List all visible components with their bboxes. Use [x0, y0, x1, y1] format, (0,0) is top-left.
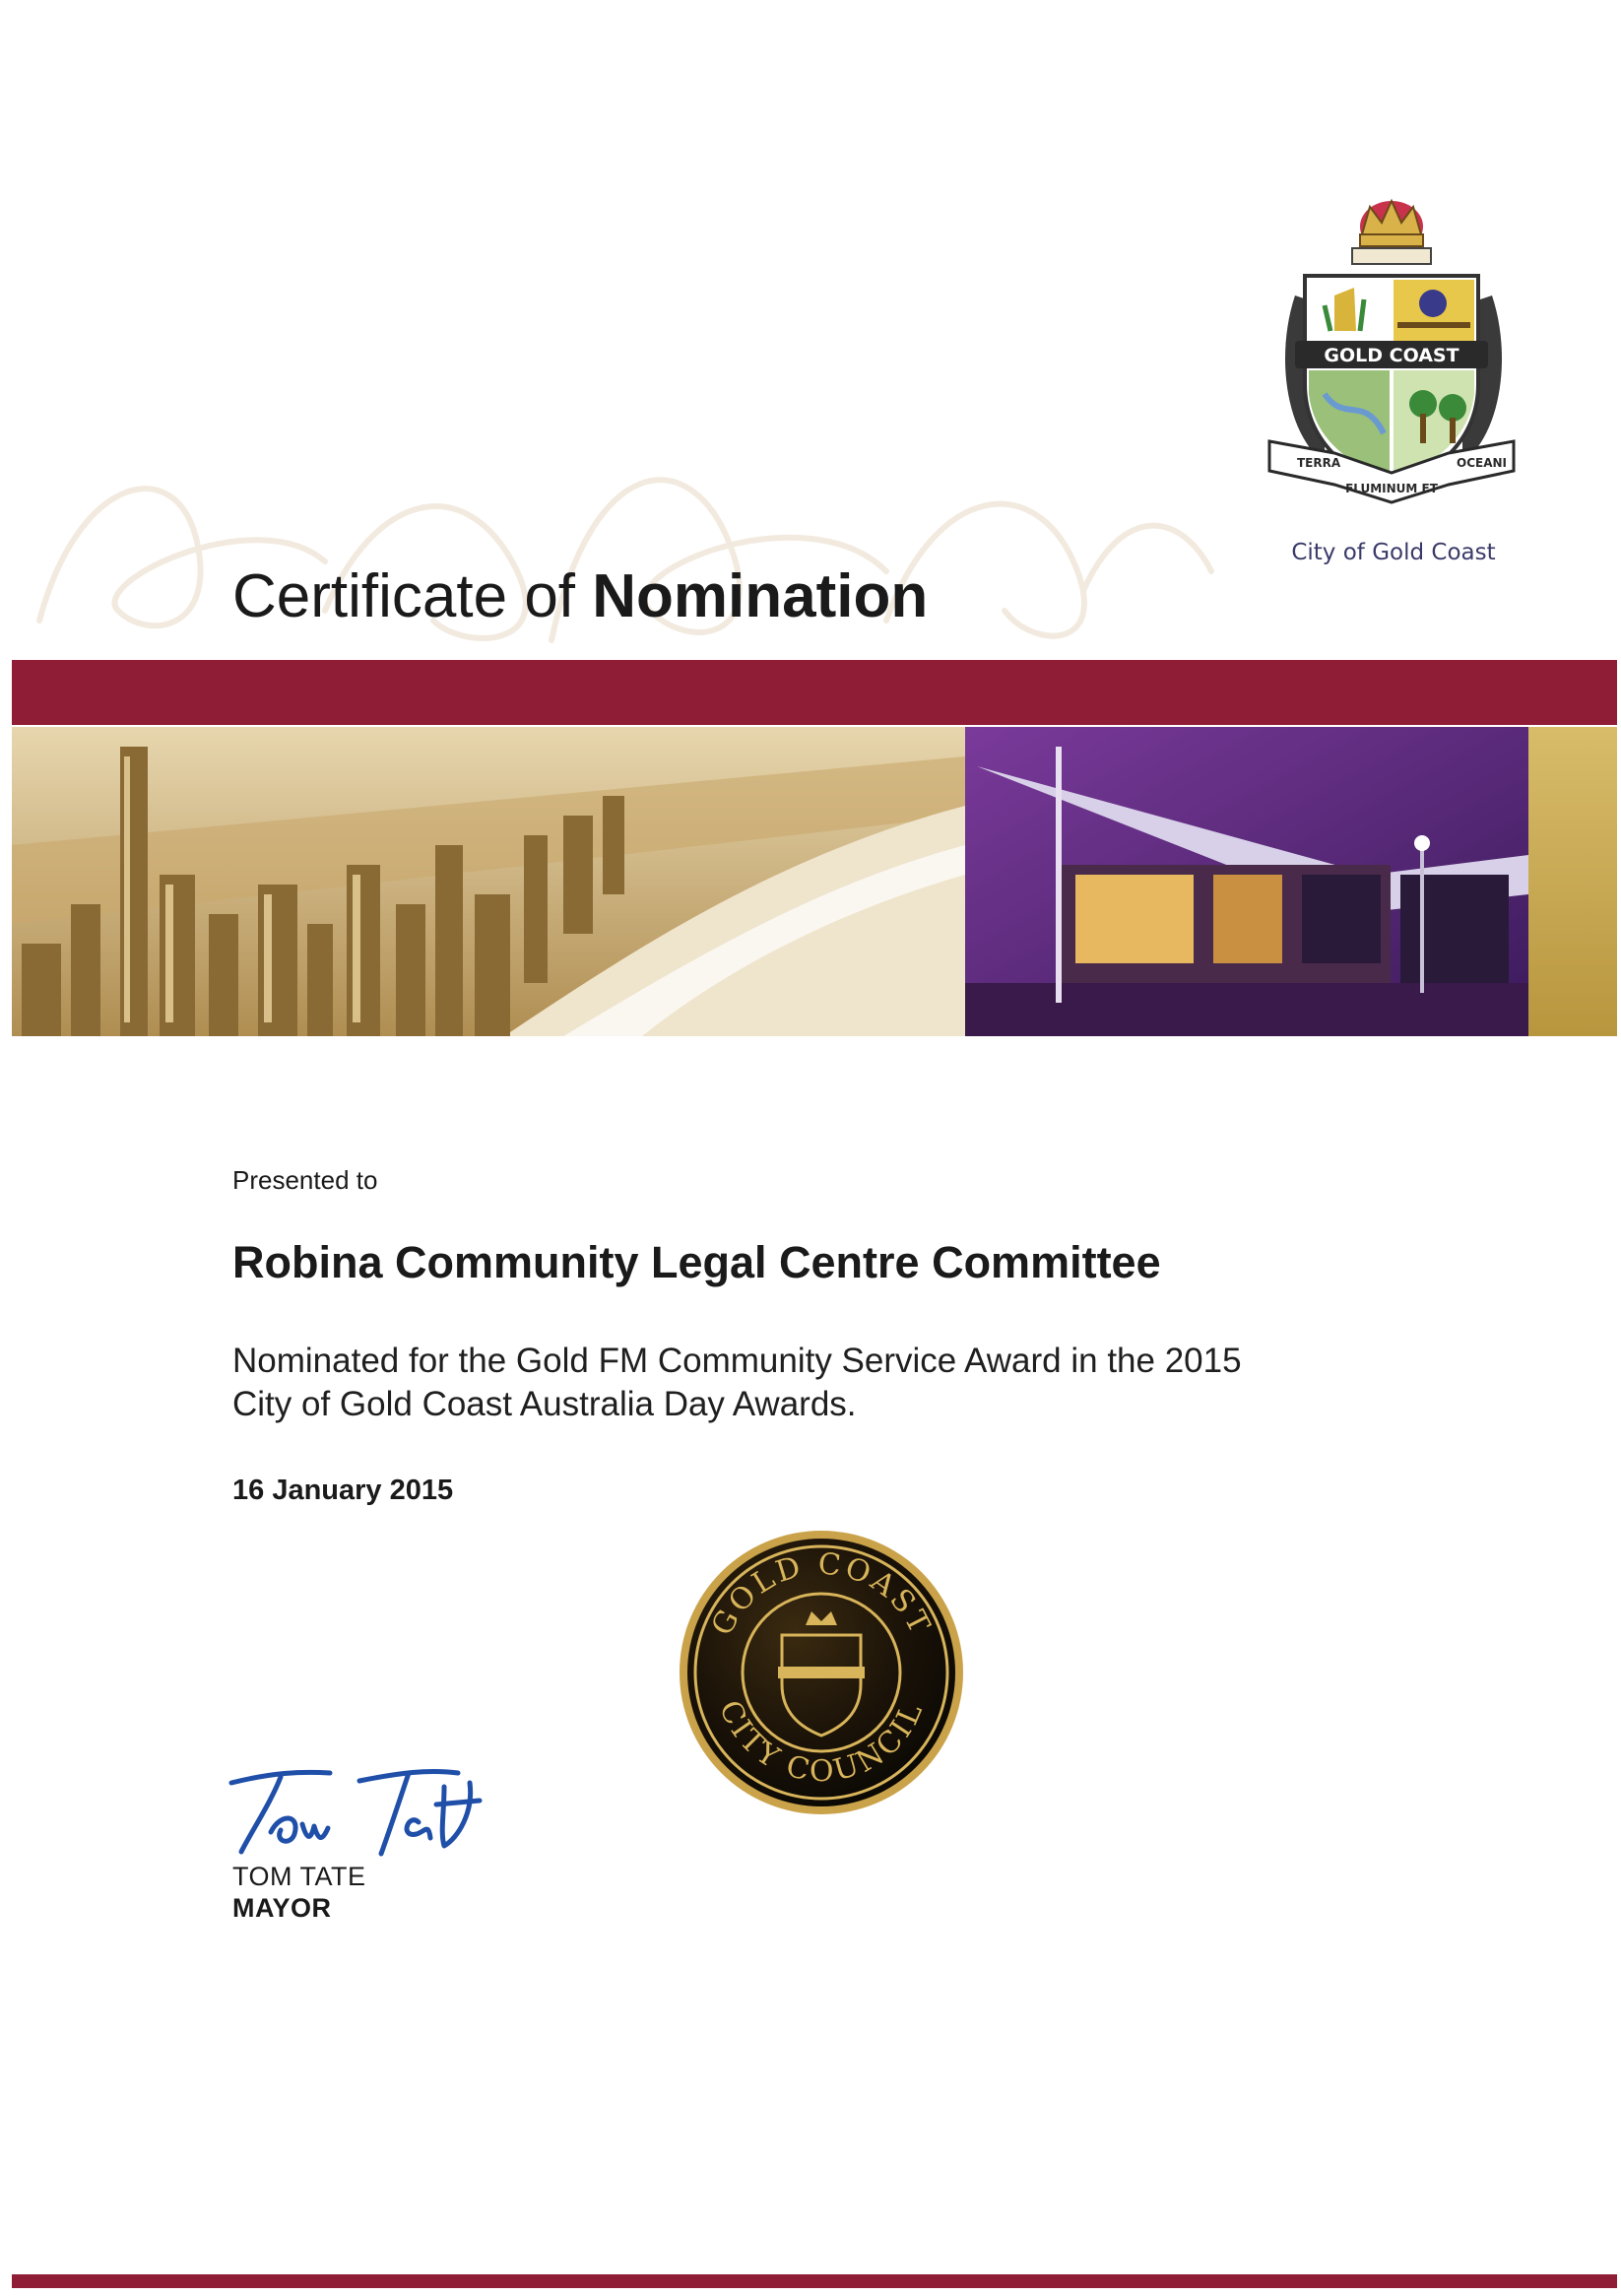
signatory-name: TOM TATE: [232, 1862, 366, 1891]
crest-motto-3: OCEANI: [1457, 456, 1507, 470]
crest-banner: GOLD COAST: [1324, 345, 1459, 366]
gold-strip: [1528, 727, 1617, 1036]
seal-text-bottom: CITY COUNCIL: [711, 1695, 932, 1790]
title-emphasis: Nomination: [592, 562, 929, 630]
certificate-title: [232, 561, 928, 631]
purple-building-photo: [965, 727, 1528, 1036]
nomination-line-2: City of Gold Coast Australia Day Awards.: [232, 1385, 857, 1423]
mayor-signature: [212, 1743, 507, 1862]
title-prefix: Certificate of: [232, 562, 576, 630]
coat-of-arms-icon: [1265, 197, 1522, 512]
crest-motto-1: TERRA: [1297, 456, 1341, 470]
photo-banner: [12, 727, 1617, 1036]
award-date: 16 January 2015: [232, 1475, 454, 1506]
presented-label: Presented to: [232, 1165, 378, 1195]
nomination-line-1: Nominated for the Gold FM Community Service Award in the 2015: [232, 1342, 1242, 1380]
nomination-text: [232, 1340, 1394, 1426]
sepia-city-photo: [12, 727, 965, 1036]
issuer-caption: City of Gold Coast: [1291, 540, 1496, 565]
recipient-name: Robina Community Legal Centre Committee: [232, 1237, 1161, 1287]
header-band: [12, 660, 1617, 725]
footer-band: [12, 2274, 1617, 2288]
seal-text-top: GOLD COAST: [704, 1546, 939, 1642]
signatory-title: MAYOR: [232, 1893, 332, 1923]
crest-motto-2: FLUMINUM ET: [1345, 482, 1438, 495]
council-seal-icon: [676, 1527, 967, 1818]
